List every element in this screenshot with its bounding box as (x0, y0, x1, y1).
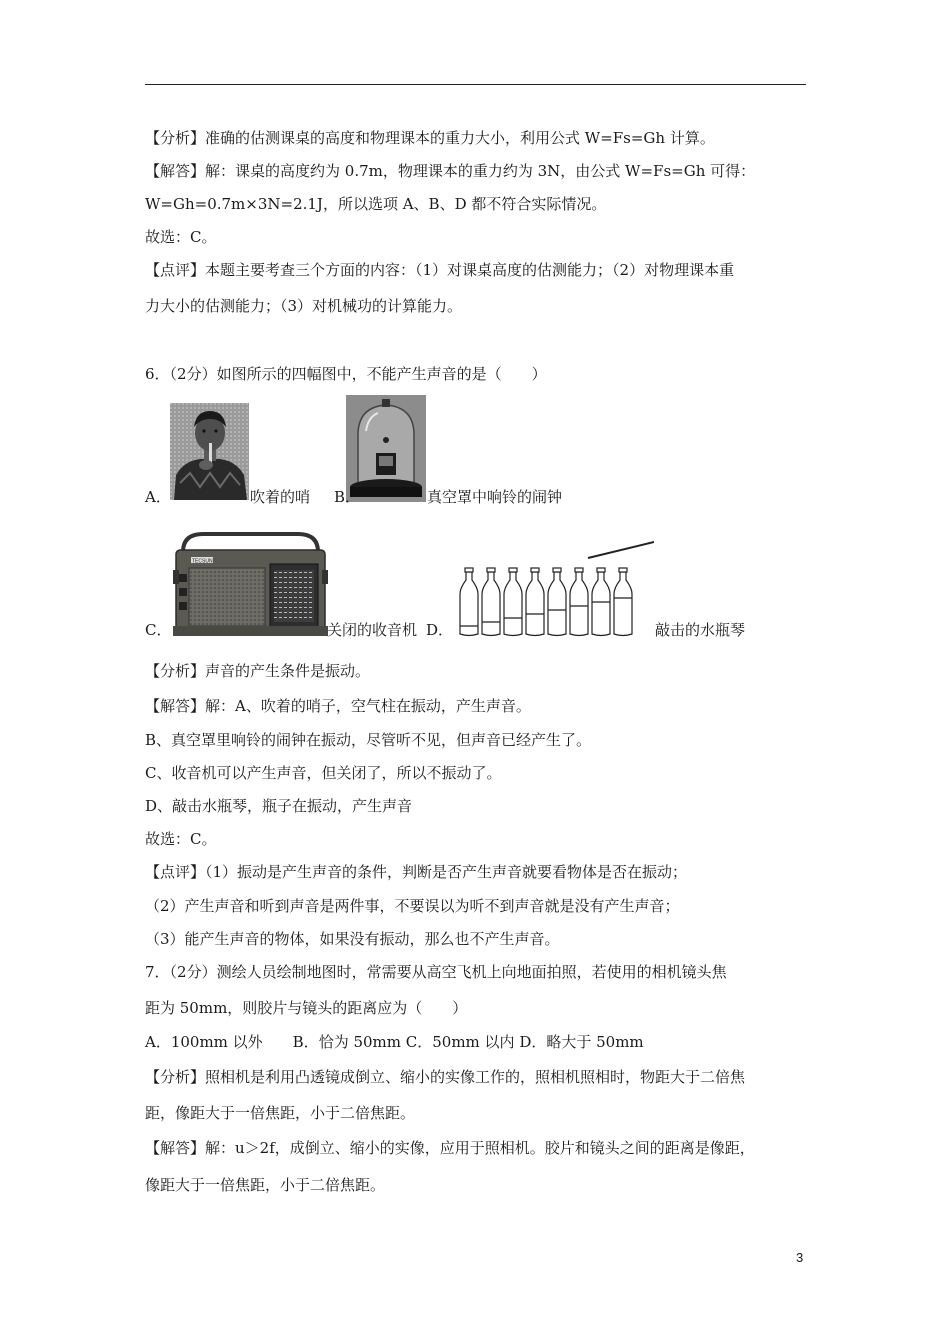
q6-option-a-letter: A． (145, 488, 171, 506)
bottle-cap (619, 568, 627, 572)
q6-option-c-letter: C． (145, 621, 172, 639)
q6-solution-line-1: 【解答】解：A、吹着的哨子，空气柱在振动，产生声音。 (145, 697, 531, 715)
q5-analysis: 【分析】准确的估测课桌的高度和物理课本的重力大小，利用公式 W=Fs=Gh 计算。 (145, 129, 715, 147)
bottle (548, 572, 566, 636)
bottle-cap (575, 568, 583, 572)
q6-solution-line-4: D、敲击水瓶琴，瓶子在振动，产生声音 (145, 797, 413, 815)
q5-answer: 故选：C。 (145, 228, 217, 246)
water-bottle-xylophone-drawing (454, 538, 654, 638)
radio-brand-label: TECSUN (192, 558, 213, 565)
q6-option-b-text: 真空罩中响铃的闹钟 (427, 488, 563, 506)
bottle-cap (531, 568, 539, 572)
bottle-cap (465, 568, 473, 572)
q6-option-d-letter: D． (426, 621, 454, 639)
q7-stem-line-2: 距为 50mm，则胶片与镜头的距离应为（ ） (145, 999, 468, 1017)
q6-comment-line-1: 【点评】（1）振动是产生声音的条件，判断是否产生声音就要看物体是否在振动； (145, 863, 688, 881)
q7-stem-line-1: 7．（2分）测绘人员绘制地图时，常需要从高空飞机上向地面拍照，若使用的相机镜头焦 (145, 963, 727, 981)
q7-options: A．100mm 以外 B．恰为 50mm C．50mm 以内 D．略大于 50mm (145, 1033, 644, 1051)
q7-analysis-line-1: 【分析】照相机是利用凸透镜成倒立、缩小的实像工作的，照相机照相时，物距大于二倍焦 (145, 1068, 746, 1086)
q5-comment-line-2: 力大小的估测能力；（3）对机械功的计算能力。 (145, 297, 463, 315)
bottle (526, 572, 544, 636)
q6-option-c-text: 关闭的收音机 (327, 621, 418, 639)
bottle-cap (509, 568, 517, 572)
bottle (504, 572, 522, 636)
radio-photo (173, 530, 328, 638)
q5-comment-line-1: 【点评】本题主要考查三个方面的内容：（1）对课桌高度的估测能力；（2）对物理课本重 (145, 261, 735, 279)
q6-option-a-text: 吹着的哨 (250, 488, 311, 506)
bottle (614, 572, 632, 636)
q7-analysis-line-2: 距，像距大于一倍焦距，小于二倍焦距。 (145, 1104, 416, 1122)
q6-answer: 故选：C。 (145, 830, 217, 848)
q6-option-d-text: 敲击的水瓶琴 (655, 621, 746, 639)
bottle (592, 572, 610, 636)
bottle (482, 572, 500, 636)
bottle-cap (553, 568, 561, 572)
q6-comment-line-2: （2）产生声音和听到声音是两件事，不要误以为听不到声音就是没有产生声音； (145, 897, 680, 915)
bottle-cap (487, 568, 495, 572)
page-number: 3 (796, 1250, 804, 1265)
q5-solution-line-2: W=Gh=0.7m×3N=2.1J，所以选项 A、B、D 都不符合实际情况。 (145, 195, 607, 213)
q6-analysis: 【分析】声音的产生条件是振动。 (145, 662, 371, 680)
bottle-cap (597, 568, 605, 572)
q6-stem: 6．（2分）如图所示的四幅图中，不能产生声音的是（ ） (145, 365, 547, 383)
q6-comment-line-3: （3）能产生声音的物体，如果没有振动，那么也不产生声音。 (145, 930, 560, 948)
q7-solution-line-1: 【解答】解：u＞2f，成倒立、缩小的实像，应用于照相机。胶片和镜头之间的距离是像距， (145, 1139, 755, 1157)
header-rule (145, 84, 806, 85)
q6-solution-line-2: B、真空罩里响铃的闹钟在振动，尽管听不见，但声音已经产生了。 (145, 731, 592, 749)
q6-solution-line-3: C、收音机可以产生声音，但关闭了，所以不振动了。 (145, 764, 502, 782)
q7-solution-line-2: 像距大于一倍焦距，小于二倍焦距。 (145, 1176, 386, 1194)
boy-whistle-photo (170, 403, 249, 500)
q6-option-b-letter: B． (334, 488, 361, 506)
q5-solution-line-1: 【解答】解：课桌的高度约为 0.7m，物理课本的重力约为 3N，由公式 W=Fs=Gh 可得： (145, 162, 756, 180)
bottle (570, 572, 588, 636)
